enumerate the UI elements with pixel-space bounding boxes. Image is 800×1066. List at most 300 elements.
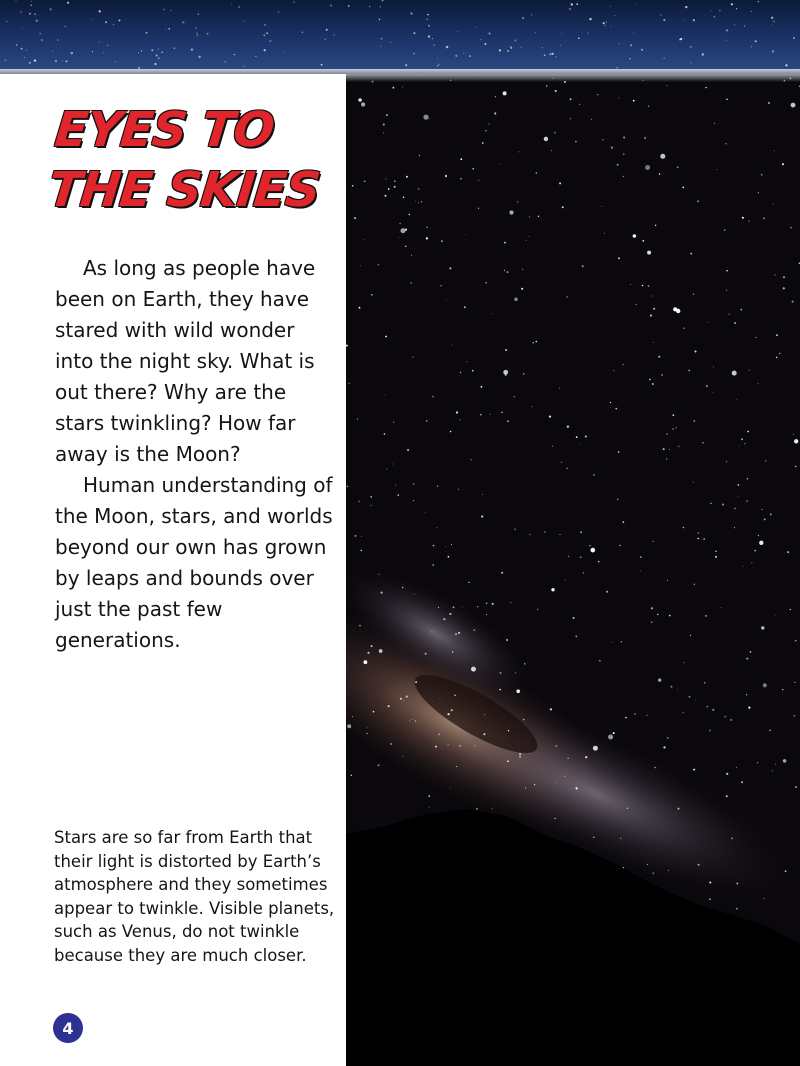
star [611, 147, 613, 149]
banner-star [198, 56, 200, 58]
banner-star [751, 46, 752, 47]
banner-star [225, 61, 226, 62]
star [491, 314, 492, 315]
banner-star [381, 38, 383, 40]
star [485, 130, 486, 131]
star [566, 468, 568, 470]
star [448, 744, 449, 745]
star [575, 141, 577, 143]
star [652, 872, 654, 874]
star [580, 531, 582, 533]
star [370, 496, 372, 498]
banner-star [325, 39, 326, 40]
star [406, 176, 408, 178]
star [648, 285, 650, 287]
banner-star [243, 66, 244, 67]
banner-star [146, 32, 148, 34]
star [636, 304, 637, 305]
star [403, 700, 404, 701]
star [428, 795, 430, 797]
star [779, 353, 780, 354]
star [383, 123, 385, 125]
star [593, 746, 598, 751]
star [393, 464, 394, 465]
banner-star [156, 55, 158, 57]
star [349, 383, 350, 384]
star [702, 442, 704, 444]
star [677, 166, 679, 168]
star [555, 782, 556, 783]
banner-star [413, 53, 414, 54]
banner-star [26, 50, 27, 51]
banner-star [660, 14, 662, 16]
star [621, 641, 622, 642]
banner-star [244, 21, 245, 22]
star [738, 496, 739, 497]
banner-star [34, 13, 36, 15]
star [684, 662, 685, 663]
banner-star [198, 13, 199, 14]
banner-star [510, 46, 511, 47]
banner-star [115, 61, 116, 62]
star [673, 307, 677, 311]
star [544, 137, 548, 141]
star [575, 636, 577, 638]
star [729, 314, 730, 315]
star [388, 188, 390, 190]
star [378, 764, 380, 766]
star [534, 784, 535, 785]
banner-star [330, 5, 332, 7]
photo-caption: Stars are so far from Earth that their light is distorted by Earth’s atmosphere and they sometimes appear to twinkle. Visible planets, such as Venus, do not twinkle because they are much closer. [54, 828, 335, 965]
star [697, 200, 699, 202]
star [367, 652, 369, 654]
star [401, 228, 406, 233]
star [623, 153, 625, 155]
banner-star [34, 59, 36, 61]
banner-star [141, 50, 142, 51]
star [593, 474, 595, 476]
star [739, 446, 740, 447]
star [400, 698, 402, 700]
banner-star [264, 49, 266, 51]
star [738, 484, 740, 486]
star [435, 746, 437, 748]
banner-star [432, 38, 433, 39]
star [358, 501, 360, 503]
star [787, 551, 789, 553]
banner-star [744, 25, 746, 27]
banner-star [499, 49, 501, 51]
star [439, 734, 440, 735]
star [554, 818, 555, 819]
star [709, 730, 711, 732]
star [445, 175, 447, 177]
star [726, 270, 728, 272]
star [483, 733, 485, 735]
banner-star [726, 29, 728, 31]
star [441, 285, 442, 286]
banner-star [522, 17, 524, 19]
banner-star [455, 55, 457, 57]
star [625, 717, 627, 719]
star [486, 614, 487, 615]
banner-star [410, 12, 412, 14]
star [580, 556, 582, 558]
banner-star [255, 56, 256, 57]
star [413, 500, 414, 501]
star [351, 775, 352, 776]
star [490, 414, 491, 415]
star [707, 706, 709, 708]
banner-star [691, 62, 692, 63]
star [693, 769, 695, 771]
star [443, 618, 445, 620]
star [658, 356, 660, 358]
banner-star [561, 33, 562, 34]
star [499, 689, 501, 691]
star [453, 607, 455, 609]
star [412, 356, 413, 357]
star [734, 508, 735, 509]
star [748, 707, 750, 709]
star [510, 602, 511, 603]
banner-star [616, 67, 617, 68]
star [671, 686, 673, 688]
star [570, 98, 572, 100]
star [673, 428, 674, 429]
star [355, 535, 357, 537]
star [593, 837, 594, 838]
star [500, 164, 501, 165]
banner-star [578, 37, 580, 39]
star [795, 640, 797, 642]
star [579, 444, 580, 445]
banner-star [755, 40, 757, 42]
star [504, 242, 506, 244]
star [472, 370, 474, 372]
banner-star [65, 26, 66, 27]
star [373, 711, 375, 713]
banner-star [379, 19, 381, 21]
star [726, 290, 727, 291]
banner-star [380, 6, 381, 7]
banner-star [264, 24, 266, 26]
star [599, 660, 600, 661]
banner-star [92, 19, 93, 20]
star [432, 396, 434, 398]
star [763, 217, 765, 219]
star [579, 104, 580, 105]
star [650, 314, 652, 316]
paragraph-1: As long as people have been on Earth, they have stared with wild wonder into the night sky. What is out there? Why are the stars twinkling? How far away is the Moon? [55, 256, 316, 466]
star [647, 715, 648, 716]
star [486, 603, 488, 605]
star [750, 651, 752, 653]
banner-star [484, 43, 486, 45]
star [425, 512, 426, 513]
star [709, 882, 711, 884]
banner-stars [0, 0, 800, 74]
star [726, 461, 727, 462]
star [614, 370, 615, 371]
star [411, 282, 412, 283]
banner-star [560, 45, 561, 46]
banner-star [67, 2, 69, 4]
banner-star [21, 48, 23, 50]
star [361, 536, 362, 537]
banner-star [50, 8, 52, 10]
star [429, 118, 430, 119]
star [538, 216, 539, 217]
star [765, 460, 766, 461]
star [748, 221, 749, 222]
star [529, 216, 530, 217]
star [455, 633, 457, 635]
star [759, 541, 763, 545]
star [559, 182, 561, 184]
star [693, 482, 694, 483]
banner-star [182, 21, 184, 23]
star [452, 651, 454, 653]
banner-star [92, 51, 93, 52]
star [726, 795, 728, 797]
star [761, 626, 764, 629]
banner-star [615, 15, 616, 16]
star [741, 438, 743, 440]
banner-star [751, 11, 752, 12]
star [474, 630, 475, 631]
banner-star [16, 0, 17, 1]
star [405, 246, 407, 248]
star [449, 267, 451, 269]
star [482, 494, 483, 495]
star [378, 574, 379, 575]
banner-star [161, 52, 163, 54]
star [660, 154, 665, 159]
star [562, 206, 564, 208]
star [746, 500, 747, 501]
star [734, 527, 735, 528]
star [620, 838, 621, 839]
star [768, 102, 770, 104]
star [478, 208, 479, 209]
star [388, 705, 390, 707]
star [749, 370, 750, 371]
banner-star [719, 10, 721, 12]
star [710, 503, 711, 504]
star [526, 240, 527, 241]
banner-star [369, 6, 370, 7]
star [618, 451, 620, 453]
banner-star [771, 24, 772, 25]
banner-star [439, 64, 440, 65]
star [591, 119, 592, 120]
banner-star [475, 27, 476, 28]
star [730, 719, 732, 721]
star [591, 548, 596, 553]
banner-star [544, 55, 546, 57]
star [524, 663, 525, 664]
banner-star [39, 33, 41, 35]
star [458, 489, 459, 490]
banner-star [238, 6, 240, 8]
star [419, 155, 420, 156]
star [698, 532, 699, 533]
star [763, 683, 767, 687]
paragraph-2: Human understanding of the Moon, stars, and worlds beyond our own has grown by leaps and bounds over just the past few generations. [55, 473, 333, 652]
banner-star [165, 29, 166, 30]
star [651, 622, 652, 623]
star [414, 594, 415, 595]
star [386, 114, 388, 116]
star [503, 370, 508, 375]
banner-star [569, 8, 571, 10]
star [633, 234, 637, 238]
star [429, 807, 430, 808]
star [489, 124, 490, 125]
star [425, 653, 427, 655]
banner-star [773, 21, 774, 22]
banner-star [427, 19, 428, 20]
star [678, 446, 679, 447]
star [533, 342, 534, 343]
banner-star [163, 9, 165, 11]
banner-star [171, 10, 172, 11]
star [412, 719, 413, 720]
star [384, 433, 386, 435]
banner-star [437, 57, 438, 58]
star [551, 588, 554, 591]
night-sky-image [346, 74, 800, 1066]
star [529, 236, 530, 237]
star [743, 566, 744, 567]
banner-star [40, 67, 41, 68]
star [747, 431, 749, 433]
star [658, 678, 661, 681]
star [454, 695, 455, 696]
star [536, 341, 538, 343]
star [619, 545, 620, 546]
star [418, 188, 420, 190]
star [440, 698, 441, 699]
banner-star [151, 49, 153, 51]
star [694, 420, 696, 422]
star [509, 210, 513, 214]
star [634, 713, 636, 715]
star [546, 85, 547, 86]
star [402, 587, 403, 588]
star [484, 714, 485, 715]
star [426, 237, 428, 239]
star [411, 255, 412, 256]
star [721, 607, 722, 608]
star [570, 118, 571, 119]
star [514, 529, 515, 530]
star [736, 908, 738, 910]
banner-star [731, 3, 733, 5]
star [390, 743, 391, 744]
star [689, 370, 690, 371]
banner-star [641, 49, 643, 51]
banner-star [680, 38, 682, 40]
star [367, 733, 368, 734]
banner-star [231, 4, 232, 5]
star [441, 240, 443, 242]
star [371, 505, 372, 506]
star [354, 217, 356, 219]
star [347, 486, 349, 488]
star [460, 178, 462, 180]
banner-star [382, 0, 384, 1]
star [775, 275, 776, 276]
banner-star [734, 24, 735, 25]
banner-star [785, 64, 787, 66]
star [690, 635, 691, 636]
banner-star [138, 52, 139, 53]
star [561, 462, 562, 463]
banner-star [158, 49, 159, 50]
star [371, 294, 373, 296]
star [357, 419, 358, 420]
star [475, 745, 476, 746]
star [623, 521, 625, 523]
banner-star [196, 32, 198, 34]
banner-star [4, 59, 6, 61]
star [601, 206, 602, 207]
banner-star [433, 44, 435, 46]
star [623, 364, 624, 365]
star [381, 592, 383, 594]
banner-star [521, 46, 522, 47]
star [359, 625, 361, 627]
star [448, 556, 450, 558]
star [775, 764, 776, 765]
banner-star [385, 61, 386, 62]
star [617, 164, 619, 166]
star [480, 414, 482, 416]
star [790, 227, 792, 229]
star [573, 617, 575, 619]
star [407, 449, 409, 451]
star [659, 173, 660, 174]
banner-star [758, 1, 759, 2]
star [549, 416, 551, 418]
star [791, 103, 796, 108]
star [352, 716, 353, 717]
star [576, 436, 578, 438]
star [508, 730, 509, 731]
banner-star [312, 51, 313, 52]
banner-star [99, 10, 101, 12]
star [479, 180, 480, 181]
star [736, 883, 738, 885]
star [403, 197, 405, 199]
star [695, 351, 697, 353]
star [395, 485, 396, 486]
star [714, 123, 715, 124]
star [394, 180, 396, 182]
banner-star [24, 57, 25, 58]
star [764, 518, 766, 520]
banner-star [685, 6, 687, 8]
star [359, 307, 361, 309]
banner-star [437, 65, 439, 67]
star [783, 759, 787, 763]
banner-star [457, 31, 458, 32]
star [676, 427, 677, 428]
star [682, 187, 684, 189]
